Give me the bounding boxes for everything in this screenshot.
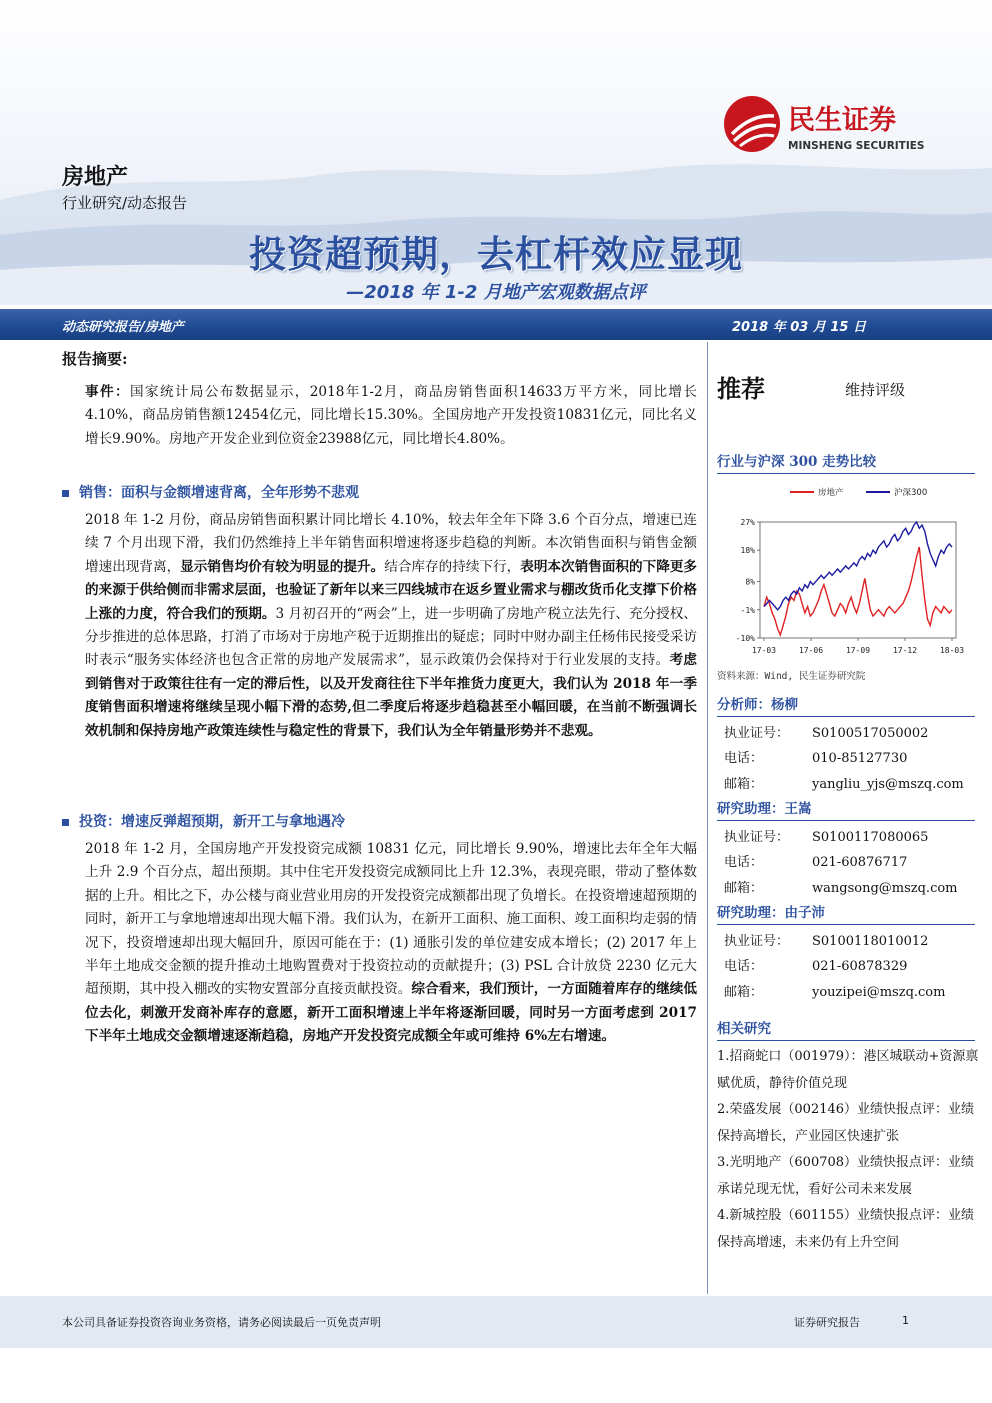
brand-logo (722, 94, 952, 154)
analyst-heading: 分析师：杨柳 (717, 693, 975, 717)
y-tick-label: 8% (745, 577, 755, 587)
assistant2-phone-row (724, 955, 907, 974)
sales-text-3: 3 月初召开的“两会”上，进一步明确了房地产税立法先行、充分授权、分步推进的总体思路，打消了市场对于房地产税于近期推出的疑虑；同时中财办副主任杨伟民接受采访时表示“服务实体经济也包含正常的房地产发展需求”，显示政策仍会保持对于行业发展的支持。 (85, 605, 697, 669)
legend-label: 沪深300 (894, 488, 928, 498)
trend-chart (718, 478, 974, 663)
y-tick-label: 27% (740, 518, 755, 527)
sector-label: 房地产 (62, 165, 129, 190)
phone-label: 电话： (724, 855, 764, 870)
assistant1-heading: 研究助理：王嵩 (717, 797, 975, 821)
phone-label: 电话： (724, 751, 764, 766)
assistant1-email[interactable]: wangsong@mszq.com (812, 881, 958, 896)
event-text: 国家统计局公布数据显示，2018年1-2月，商品房销售面积14633万平方米，同比增长4.10%，商品房销售额12454亿元，同比增长15.30%。全国房地产开发投资10831亿元，同比名义增长9.90%。房地产开发企业到位资金23988亿元，同比增长4.80%。 (85, 384, 698, 447)
recommendation: 推荐 (717, 375, 765, 403)
footer-disclaimer: 本公司具备证券投资咨询业务资格，请务必阅读最后一页免责声明 (62, 1316, 381, 1329)
report-type: 行业研究/动态报告 (62, 194, 188, 212)
page-number: 1 (902, 1314, 909, 1327)
bullet-icon (62, 819, 69, 826)
analyst-email[interactable]: yangliu_yjs@mszq.com (812, 777, 964, 792)
sales-bold-3: 考虑到销售对于政策往往有一定的滞后性，以及开发商往往下半年推货力度更大，我们认为 2018 年一季度销售面积增速将继续呈现小幅下滑的态势,但二季度后将逐步趋稳甚至小幅回暖，在当前不断强调长效机制和保持房地产政策连续性与稳定性的背景下，我们认为全年销量形势并不悲观。 (85, 652, 697, 739)
footer-doc-type: 证券研究报告 (794, 1316, 860, 1329)
assistant2-heading: 研究助理：由子沛 (717, 901, 975, 925)
phone-label: 电话： (724, 959, 764, 974)
analyst-phone-row (724, 747, 907, 766)
email-label: 邮箱： (724, 985, 764, 1000)
x-tick-label: 17-12 (892, 646, 918, 655)
section-sales-label: 销售： (79, 485, 121, 501)
related-item[interactable]: 3.光明地产（600708）业绩快报点评：业绩承诺兑现无忧，看好公司未来发展 (717, 1155, 975, 1197)
section-invest-title: 增速反弹超预期，新开工与拿地遇冷 (121, 814, 345, 830)
invest-bold-1: 综合看来，我们预计，一方面随着库存的继续低位去化，刺激开发商补库存的意愿，新开工面积增速上半年将逐渐回暖，同时另一方面考虑到 2017 下半年土地成交金额增速逐渐趋稳，房地产开发投资完成额全年或可维持 6%左右增速。 (85, 981, 698, 1045)
chart-heading: 行业与沪深 300 走势比较 (717, 450, 975, 474)
sales-bold-2: 表明本次销售面积的下降更多的来源于供给侧而非需求层面，也验证了新年以来三四线城市在返乡置业需求与棚改货币化支撑下价格上涨的力度，符合我们的预期。 (85, 558, 698, 622)
series-line-real-estate (764, 547, 952, 635)
title-banner (0, 309, 992, 340)
x-tick-label: 17-06 (798, 646, 824, 655)
section-sales-title: 面积与金额增速背离，全年形势不悲观 (121, 485, 359, 501)
y-tick-label: -10% (735, 634, 755, 643)
section-invest-heading (62, 811, 345, 831)
y-tick-label: -1% (740, 605, 755, 615)
bullet-icon (62, 490, 69, 497)
section-sales-heading (62, 482, 359, 502)
assistant1-cert: S0100117080065 (812, 830, 929, 845)
assistant1-phone-row (724, 851, 907, 870)
banner-date: 2018 年 03 月 15 日 (732, 320, 866, 335)
x-tick-label: 18-03 (939, 646, 965, 655)
sales-bold-1: 显示销售均价有较为明显的提升。 (180, 558, 385, 575)
section-sales-paragraph (85, 509, 697, 743)
related-list (717, 1044, 979, 1256)
x-tick-label: 17-03 (751, 646, 777, 655)
event-label: 事件： (85, 384, 130, 400)
analyst-phone: 010-85127730 (812, 751, 908, 766)
cert-label: 执业证号： (724, 830, 790, 845)
rating: 维持评级 (845, 381, 906, 399)
assistant1-cert-row (724, 826, 928, 845)
assistant1-phone: 021-60876717 (812, 855, 908, 870)
analyst-email-row (724, 773, 964, 792)
sales-text-1: 2018 年 1-2 月份，商品房销售面积累计同比增长 4.10%，较去年全年下降 3.6 个百分点，增速已连续 7 个月出现下滑，我们仍然维持上半年销售面积增速将逐步趋稳的判断。本次销售面积与销售金额增速出现背离， (85, 512, 697, 575)
brand-name-en: MINSHENG SECURITIES (788, 140, 925, 152)
email-label: 邮箱： (724, 777, 764, 792)
report-subtitle: —2018 年 1-2 月地产宏观数据点评 (346, 282, 646, 303)
banner-category: 动态研究报告/房地产 (62, 320, 184, 335)
x-tick-label: 17-09 (845, 646, 871, 655)
column-divider (707, 342, 708, 1294)
related-item[interactable]: 4.新城控股（601155）业绩快报点评：业绩保持高增速，未来仍有上升空间 (717, 1208, 975, 1250)
trend-chart-svg (718, 478, 974, 663)
invest-text-1: 2018 年 1-2 月，全国房地产开发投资完成额 10831 亿元，同比增长 9.90%，增速比去年全年大幅上升 2.9 个百分点，超出预期。其中住宅开发投资完成额同比上升 12.3%，表现亮眼，带动了整体数据的上升。相比之下，办公楼与商业营业用房的开发投资完成额都出现了负增长。在投资增速超预期的同时，新开工与拿地增速却出现大幅下滑。我们认为，在新开工面积、施工面积、竣工面积均走弱的情况下，投资增速却出现大幅回升，原因可能在于：(1) 通胀引发的单位建安成本增长；(2) 2017 年上半年土地成交金额的提升推动土地购置费对于投资拉动的贡献提升；(3) PSL 合计放贷 2230 亿元大超预期，其中投入棚改的实物安置部分直接贡献投资。 (85, 841, 697, 998)
cert-label: 执业证号： (724, 726, 790, 741)
related-item[interactable]: 2.荣盛发展（002146）业绩快报点评：业绩保持高增长，产业园区快速扩张 (717, 1102, 975, 1144)
assistant1-email-row (724, 877, 958, 896)
analyst-cert: S0100517050002 (812, 726, 929, 741)
section-invest-label: 投资： (79, 814, 121, 830)
page-footer (0, 1296, 992, 1348)
assistant2-cert-row (724, 930, 928, 949)
section-invest-paragraph (85, 838, 697, 1049)
assistant2-phone: 021-60878329 (812, 959, 908, 974)
report-title: 投资超预期，去杠杆效应显现 (249, 233, 743, 276)
email-label: 邮箱： (724, 881, 764, 896)
related-item[interactable]: 1.招商蛇口（001979）：港区城联动+资源禀赋优质，静待价值兑现 (717, 1049, 979, 1091)
event-paragraph (85, 381, 697, 451)
sales-text-2: 结合库存的持续下行， (384, 558, 521, 575)
y-tick-label: 18% (740, 546, 755, 556)
analyst-cert-row (724, 722, 928, 741)
brand-name-cn: 民生证券 (788, 105, 896, 136)
abstract-heading: 报告摘要: (62, 350, 128, 368)
assistant2-email[interactable]: youzipei@mszq.com (812, 985, 946, 1000)
related-heading: 相关研究 (717, 1017, 975, 1041)
cert-label: 执业证号： (724, 934, 790, 949)
chart-source: 资料来源：Wind, 民生证券研究院 (717, 671, 866, 682)
legend-label: 房地产 (818, 488, 844, 498)
assistant2-cert: S0100118010012 (812, 934, 929, 949)
assistant2-email-row (724, 981, 945, 1000)
